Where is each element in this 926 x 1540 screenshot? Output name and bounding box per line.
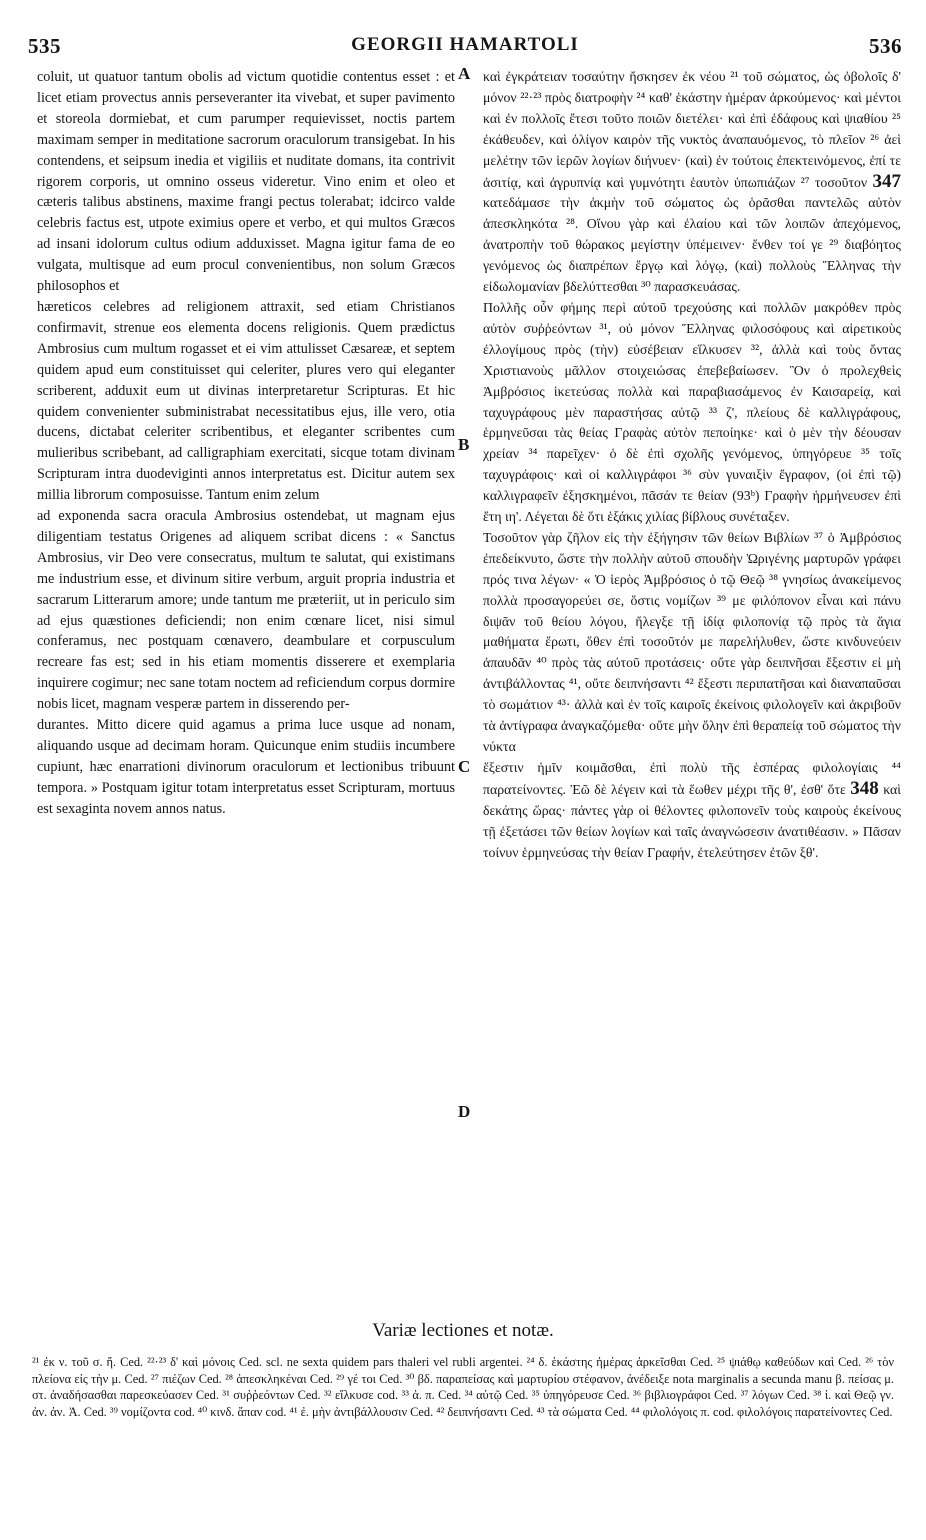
greek-paragraph [483,758,901,864]
margin-marker-c: C [458,757,471,776]
greek-text: κατεδάμασε τὴν ἀκμὴν τοῦ σώματος ὡς ὁρᾶσθαι παντελῶς αὐτὸν ἀπεσκληκότα ²⁸. Οἴνου γὰρ καὶ ἐλαίου καὶ τῶν λοιπῶν ἀπεχόμενος, ἀνατροπὴν τοῦ θώρακος μεγίστην ὑπέμεινεν· ἔνθεν τοί γε ²⁹ διαβόητος γενόμενος ὡς διαπρέπων ἔργῳ καὶ λόγῳ, (καὶ) πολλοὺς Ἕλληνας τὴν εἰδωλομανίαν βδελύττεσθαι ³⁰ παρασκευάσας. [483,195,901,295]
greek-text: καὶ ἐγκράτειαν τοσαύτην ἤσκησεν ἐκ νέου ²¹ τοῦ σώματος, ὡς ὀβολοῖς δ' μόνον ²²·²³ πρὸς διατροφὴν ²⁴ καθ' ἑκάστην ἡμέραν ἀρκούμενος· καὶ μέντοι καὶ ἐν πολλοῖς ἔτεσι τοῦτο ποιῶν διετέλει· καὶ ἐπὶ ἐδάφους καὶ ψιαθίου ²⁵ ἐκάθευδεν, καὶ ὀλίγον καιρὸν τῆς νυκτὸς ἀναπαυόμενος, τὸ πλεῖον ²⁶ ἀεὶ μελέτην τῶν ἱερῶν λογίων διήνυεν· (καὶ) ἐν τούτοις ἐπεκτεινόμενος, ἐπί τε ἀσιτίᾳ, καὶ ἀγρυπνίᾳ καὶ γυμνότητι ἑαυτὸν ὑπωπιάζων ²⁷ τοσοῦτον [483,69,901,190]
greek-column [483,67,901,863]
latin-paragraph: hæreticos celebres ad religionem attraxit, sed etiam Christianos confirmavit, strenue eos elementa docens religionis. Quem prædictus Ambrosius cum multum rogasset et ei vim attulisset Cæsareæ, et septem quidem apud eum constituisset qui celeriter, plures vero qui eleganter scriberent, adduxit eum ut divinas interpretaretur Scripturas. Et hic quidem convenienter subministrabat necessitatibus ejus, ille vero, otia ducens, dictabat celeriter scribentibus, et eleganter scribentes cum mulieribus scribebant, ad calligraphiam exercitati, sicque totam divinam Scripturam intra duodeviginti annos interpretatus est. Dicitur autem sex millia librorum composuisse. Tantum enim zelum [37,298,455,504]
page-number-right: 536 [869,34,902,58]
pagination-number: 348 [850,777,879,799]
greek-paragraph: Πολλῆς οὖν φήμης περὶ αὐτοῦ τρεχούσης καὶ πολλῶν μακρόθεν πρὸς αὐτὸν συῤῥεόντων ³¹, οὐ μόνον Ἕλληνας φιλοσόφους καὶ αἱρετικοὺς ἐλλογίμους πρὸς (τὴν) εὐσέβειαν εἵλκυσεν ³², ἀλλὰ καὶ τοὺς ὄντας Χριστιανοὺς μᾶλλον στοιχειώσας ἐπεβεβαίωσεν. Ὃν ὁ προλεχθεὶς Ἀμβρόσιος ἱκετεύσας πολλὰ καὶ παραβιασάμενος ἐν Καισαρείᾳ, καὶ ταχυγράφους μὲν παραστήσας αὐτῷ ³³ ζ', πλείους δὲ καλλιγράφους, ἑρμηνεῦσαι τὰς θείας Γραφὰς αὐτὸν πεποίηκε· καὶ ὁ μὲν τὴν δέουσαν χρείαν ³⁴ παρεῖχεν· ὁ δὲ ἐπὶ σχολῆς γενόμενος, ὑπηγόρευε ³⁵ τοῖς ταχυγράφοις· καὶ οἱ καλλιγράφοι ³⁶ σὺν γυναιξὶν ἔγραφον, (οἱ ἐπὶ τῷ) καλλιγραφεῖν ἐξησκημένοι, πᾶσάν τε θείαν (93ᵇ) Γραφὴν ἡρμήνευσεν ἐπὶ ἔτη ιη'. Λέγεται δὲ ὅτι ἑξάκις χιλίας βίβλους συνέταξεν. [483,299,901,525]
running-header [28,34,902,66]
margin-marker-d: D [458,1102,471,1121]
greek-paragraph [483,67,901,298]
notes-heading: Variæ lectiones et notæ. [372,1320,554,1341]
running-title: GEORGII HAMARTOLI [351,34,579,55]
pagination-number: 347 [872,170,902,192]
latin-paragraph: coluit, ut quatuor tantum obolis ad victum quotidie contentus esset : et licet etiam provectus annis perseveranter ita vivebat, et super pavimento et storeola dormiebat, et cum parumper requievisset, noctis partem maximam semper in meditatione sacrorum oraculorum transigebat. In his contendens, et seipsum inedia et vigiliis et nuditate domans, ita contrivit rigorem corporis, ut omnino osseus videretur. Vino enim et oleo et cæteris talibus abstinens, maxime frangi pectus tolerabat; idcirco valde celebris factus est, utpote eximius opere et verbo, et qui multos Græcos ad insani idolorum cultus odium adduxisset. Magna igitur fama de eo vulgata, multisque ad eum procul convenientibus, non solum Græcos philosophos et [37,69,455,295]
latin-paragraph: durantes. Mitto dicere quid agamus a prima luce usque ad nonam, aliquando usque ad decimam horam. Quicunque enim studiis incumbere cupiunt, hæc enarrationi divinorum oraculorum et lectionibus tribuunt tempora. » Postquam igitur totam interpretatus esset Scripturam, mortuus est sexaginta novem annos natus. [37,717,455,817]
notes-text: ²¹ ἐκ ν. τοῦ σ. ἤ. Ced. ²²·²³ δ' καὶ μόνοις Ced. scl. ne sexta quidem pars thaleri vel rubli argentei. ²⁴ δ. ἑκάστης ἡμέρας ἀρκεῖσθαι Ced. ²⁵ ψιάθῳ καθεύδων καὶ Ced. ²⁶ τὸν πλείονα εἰς τὴν μ. Ced. ²⁷ πιέζων Ced. ²⁸ ἀπεσκληκέναι Ced. ²⁹ γέ τοι Ced. ³⁰ βδ. παραπείσας καὶ μαρτυρίου στέφανον, ἀνέδειξε nota marginalis a secunda manu β. πείσας μ. στ. ἀναδήσασθαι παρεσκεύασεν Ced. ³¹ συῤῥεόντων Ced. ³² εἵλκυσε cod. ³³ ἀ. π. Ced. ³⁴ αὐτῷ Ced. ³⁵ ὑπηγόρευσε Ced. ³⁶ βιβλιογράφοι Ced. ³⁷ λόγων Ced. ³⁸ ἱ. καὶ Θεῷ γν. ἀν. ἀν. Ἀ. Ced. ³⁹ νομίζοντα cod. ⁴⁰ κινδ. ἄπαν cod. ⁴¹ ἐ. μὴν ἀντιβάλλουσιν Ced. ⁴² δειπνήσαντι Ced. ⁴³ τὰ σώματα Ced. ⁴⁴ φιλολόγοις π. cod. φιλολόγοις παρατείνοντες Ced. [32,1355,894,1419]
page-number-left: 535 [28,34,61,58]
greek-text: ἔξεστιν ἡμῖν κοιμᾶσθαι, ἐπὶ πολὺ τῆς ἑσπέρας φιλολογίαις ⁴⁴ παρατείνοντες. Ἐῶ δὲ λέγειν καὶ τὰ ἕωθεν μέχρι τῆς θ', ἐσθ' ὅτε [483,759,901,797]
latin-column [37,67,455,820]
variant-readings [32,1354,894,1420]
margin-marker-b: B [458,435,470,454]
greek-text: καὶ δεκάτης ὥρας· πάντες γὰρ οἱ θέλοντες φιλοπονεῖν τοὺς καιροὺς ἐκείνους τῇ ἐξετάσει τῶν θείων λογίων καὶ ταῖς ἀναγνώσεσιν ἀνατιθέασιν. » Πᾶσαν τοίνυν ἑρμηνεύσας τὴν θείαν Γραφήν, ἐτελεύτησεν ἐτῶν ξθ'. [483,781,901,860]
latin-paragraph: ad exponenda sacra oracula Ambrosius ostendebat, ut magnam ejus diligentiam testatus Origenes ad aliquem scribat dicens : « Sanctus Ambrosius, vir Deo vere consecratus, multum te salutat, qui existimans me industrium esse, et divinum sitire verbum, arguit propria industria et sacrarum Litterarum amore; unde tantum me præteriit, ut in periculo sim ad ejus quæstiones deficiendi; non enim cœnare licet, nisi simul conferamus, nec postquam cœnavero, deambulare et corpusculum recreare fas est; sed in his etiam momentis disserere et exemplaria inquirere cogimur; nec sane totam noctem ad reficiendum corpus dormire nobis licet, magnam vesperæ partem in disserendo per- [37,508,455,713]
greek-paragraph: Τοσοῦτον γὰρ ζῆλον εἰς τὴν ἐξήγησιν τῶν θείων Βιβλίων ³⁷ ὁ Ἀμβρόσιος ἐπεδείκνυτο, ὥστε τὴν πολλὴν αὐτοῦ σπουδὴν Ὠριγένης μαρτυρῶν γράφει πρός τινα λέγων· « Ὁ ἱερὸς Ἀμβρόσιος ὁ τῷ Θεῷ ³⁸ γνησίως ἀνακείμενος πολλὰ προσαγορεύει σε, ὅστις νομίζων ³⁹ με φιλόπονον εἶναι καὶ πάνυ διψᾶν τοῦ θείου λόγου, ἤλεγξε τῇ ἰδίᾳ φιλοπονίᾳ τῷ πρὸς τὰ ἅγια μαθήματα ἔρωτι, ὅθεν ἐπὶ τοσοῦτόν με παρελήλυθεν, ὥστε κινδυνεύειν ἀπαυδᾶν ⁴⁰ πρὸς τὰς αὐτοῦ προτάσεις· οὔτε γὰρ δειπνῆσαι ἔξεστιν εἰ μὴ ἀντιβάλλοντας ⁴¹, οὔτε δειπνήσαντι ⁴² ἔξεστι περιπατῆσαι καὶ διαναπαῦσαι τὸ σωμάτιον ⁴³· ἀλλὰ καὶ ἐν τοῖς καιροῖς ἐκείνοις φιλολογεῖν καὶ ἀκριβοῦν τὰ ἀντίγραφα ἀναγκαζόμεθα· οὔτε μὴν ὅλην ἐπὶ θεραπείᾳ τοῦ σώματος τὴν νύκτα [483,529,901,754]
margin-marker-a: A [458,64,471,83]
